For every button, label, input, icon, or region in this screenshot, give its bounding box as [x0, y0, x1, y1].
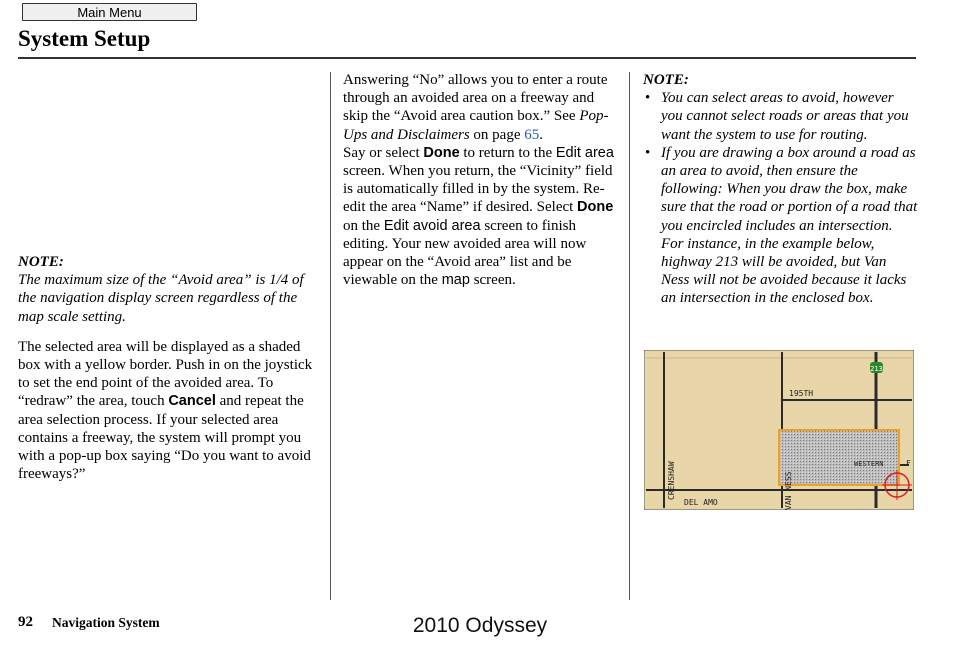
cancel-keyword: Cancel — [168, 393, 216, 410]
label-195th: 195TH — [789, 389, 814, 398]
map-keyword: map — [441, 272, 470, 289]
edit-area-keyword: Edit area — [555, 144, 614, 161]
note-list — [643, 89, 918, 307]
map-illustration — [644, 350, 914, 510]
column-divider-1 — [330, 72, 331, 600]
highway-shield-label: 213 — [870, 365, 883, 373]
column-3 — [643, 71, 918, 308]
note-text: The maximum size of the “Avoid area” is 1/4 of the navigation display screen regardless of the map scale setting. — [18, 272, 304, 325]
watermark: 2010 Odyssey — [412, 614, 548, 637]
note-heading: NOTE: — [643, 72, 689, 88]
label-del-amo: DEL AMO — [684, 498, 718, 507]
page-title: System Setup — [18, 26, 151, 51]
footer-system-name: Navigation System — [52, 615, 160, 630]
edit-avoid-area-keyword: Edit avoid area — [383, 217, 481, 234]
title-divider — [18, 57, 916, 59]
done-keyword: Done — [577, 199, 614, 216]
main-menu-button[interactable]: Main Menu — [22, 3, 197, 21]
page-link[interactable]: 65 — [524, 126, 540, 143]
avoid-area-box — [779, 430, 899, 485]
column-divider-2 — [629, 72, 630, 600]
paragraph-selected-area: The selected area will be displayed as a shaded box with a yellow border. Push in on the joystick to set the end point of the avoided area. To “redraw” the area, touch Cancel and repeat the area selection process. If your selected area contains a freeway, the system will prompt you with a pop-up box saying “Do you want to avoid freeways?” — [18, 338, 313, 483]
label-f: F — [906, 459, 911, 468]
cross-reference: Pop-Ups and Disclaimers — [343, 108, 609, 143]
label-crenshaw: CRENSHAW — [667, 461, 676, 500]
paragraph-answering-no: Answering “No” allows you to enter a route through an avoided area on a freeway and skip the “Avoid area caution box.” See Pop-Ups and Disclaimers on page 65. — [343, 72, 609, 143]
column-1 — [18, 253, 318, 483]
done-keyword: Done — [423, 144, 460, 161]
label-van-ness: VAN NESS — [784, 471, 793, 510]
note-item: • If you are drawing a box around a road as an area to avoid, then ensure the following: When you draw the box, make sure that the road or portion of a road that you encircled includes an intersection. For instance, in the example below, highway 213 will be avoided, but Van Ness will not be avoided because it lacks an intersection in the enclosed box. — [643, 144, 918, 308]
page-number: 92 — [18, 614, 33, 630]
note-heading: NOTE: — [18, 254, 64, 270]
note-item: • You can select areas to avoid, however you cannot select roads or areas that you want the system to use for routing. — [643, 89, 918, 144]
paragraph-say-or-select: Say or select Done to return to the Edit area screen. When you return, the “Vicinity” field is automatically filled in by the system. Re-edit the area “Name” if desired. Select Done on the Edit avoid area screen to finish editing. Your new avoided area will now appear on the “Avoid area” list and be viewable on the map screen. — [343, 144, 614, 289]
column-2 — [343, 71, 621, 289]
label-western: WESTERN — [854, 460, 884, 468]
